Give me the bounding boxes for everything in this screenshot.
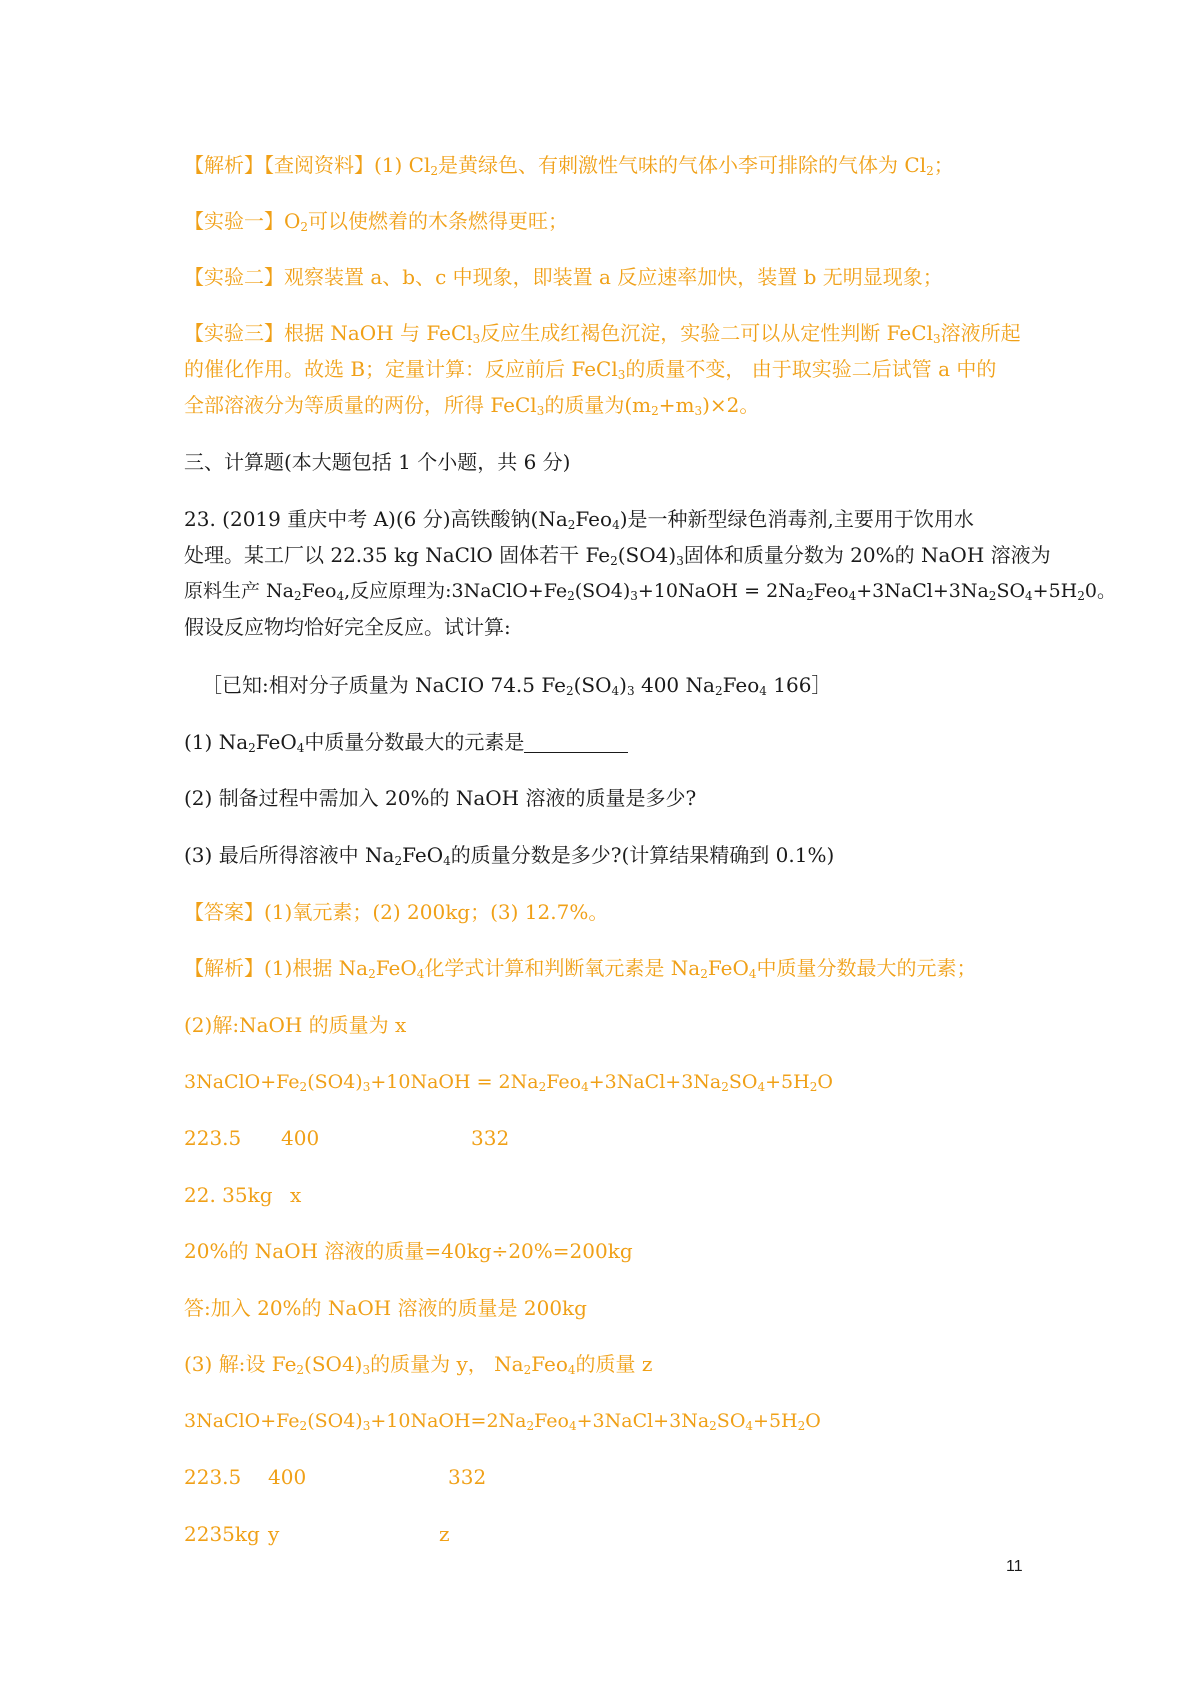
question-23-line-2: 处理。某工厂以 22.35 kg NaClO 固体若干 $Fe_2(SO4)_3$固体和质量分数为 20%的 NaOH 溶液为 <box>184 543 1051 568</box>
answer-line: 【答案】(1)氧元素；(2) 200kg；(3) 12.7%。 <box>184 900 609 924</box>
calculation-line: 20%的 NaOH 溶液的质量=40kg÷20%=200kg <box>184 1239 633 1263</box>
experiment-3-line-2: 的催化作用。故选 B；定量计算：反应前后 FeCl$_3$的质量不变， 由于取实验二后试管 a 中的 <box>184 357 997 382</box>
sub-question-3: (3) 最后所得溶液中 $Na_2FeO_4$的质量分数是多少?(计算结果精确到 0.1%) <box>184 843 835 868</box>
analysis-2-line-1: 【解析】(1)根据 $Na_2FeO_4$化学式计算和判断氧元素是 $Na_2FeO_4$中质量分数最大的元素； <box>184 956 977 981</box>
page-number: 11 <box>1006 1558 1023 1575</box>
section-3-title: 三、计算题(本大题包括 1 个小题，共 6 分) <box>184 450 571 474</box>
question-23-line-1: 23. (2019 重庆中考 A)(6 分)高铁酸钠$(Na_2Feo_4)$是一种新型绿色消毒剂,主要用于饮用水 <box>184 507 974 532</box>
question-23-line-4: 假设反应物均恰好完全反应。试计算: <box>184 615 511 639</box>
answer-statement: 答:加入 20%的 NaOH 溶液的质量是 200kg <box>184 1296 587 1320</box>
question-23-line-3: 原料生产 $Na_2Feo_4$,反应原理为$:3NaClO+Fe_2(SO4)_3+10NaOH$ = $2Na_2Feo_4+3NaCl+3Na_2SO_4+5H_20$。 <box>184 580 1116 603</box>
experiment-2-line: 【实验二】观察装置 a、b、c 中现象，即装置 a 反应速率加快，装置 b 无明显现象； <box>184 265 943 289</box>
sub-question-2: (2) 制备过程中需加入 20%的 NaOH 溶液的质量是多少? <box>184 786 697 810</box>
experiment-3-line-1: 【实验三】根据 NaOH 与 FeCl$_3$反应生成红褐色沉淀，实验二可以从定性判断 FeCl$_3$溶液所起 <box>184 321 1021 346</box>
experiment-1-line: 【实验一】$O_2$可以使燃着的木条燃得更旺； <box>184 209 569 234</box>
part-3-setup: (3) 解:设 $Fe_2(SO4)_3$的质量为 y， $Na_2Feo_4$的质量 z <box>184 1352 653 1377</box>
answer-blank <box>524 732 628 753</box>
known-values-line: ［已知:相对分子质量为 NaCIO 74.5 $Fe_2(SO_4)_3$ 400 $Na_2Feo_4$ 166］ <box>202 673 832 698</box>
experiment-3-line-3: 全部溶液分为等质量的两份，所得 FeCl$_3$的质量为$(m_2+m_3)\times 2$。 <box>184 393 760 418</box>
sub-question-1: (1) $Na_2FeO_4$中质量分数最大的元素是 <box>184 727 1034 763</box>
analysis-2-solve-line: (2)解:NaOH 的质量为 x <box>184 1013 407 1037</box>
equation-1: $3NaClO+Fe_2(SO4)_3+10NaOH$ = $2Na_2Feo_4+3NaCl+3Na_2SO_4+5H_2O$ <box>184 1071 833 1094</box>
equation-2: $3NaClO+Fe_2(SO4)_3+10NaOH=2Na_2Feo_4+3NaCl+3Na_2SO_4+5H_2O$ <box>184 1410 821 1433</box>
document-page: 【解析】【查阅资料】(1) $Cl_2$是黄绿色、有刺激性气味的气体小李可排除的气体为 $Cl_2$； 【实验一】$O_2$可以使燃着的木条燃得更旺； 【实验二】观察装置 a、b、c 中现象，即装置 a 反应速率加快，装置 b 无明显现象； 【实验三】根据 NaOH 与 FeCl$_3$反应生成红褐色沉淀，实验二可以从定性判断 FeCl$_3$溶液所起 的催化作用。故选 B；定量计算：反应前后 FeCl$_3$的质量不变， 由于取实验二后试管 a 中的 全部溶液分为等质量的两份，所得 FeCl$_3$的质量为$(m_2+m_3)\times 2$。 三、计算题(本大题包括 1 个小题，共 6 分) 23. (2019 重庆中考 A)(6 分)高铁酸钠$(Na_2Feo_4)$是一种新型绿色消毒剂,主要用于饮用水 处理。某工厂以 22.35 kg NaClO 固体若干 $Fe_2(SO4)_3$固体和质量分数为 20%的 NaOH 溶液为 原料生产 $Na_2Feo_4$,反应原理为$:3NaClO+Fe_2(SO4)_3+10NaOH$ = $2Na_2Feo_4+3NaCl+3Na_2SO_4+5H_20$。 假设反应物均恰好完全反应。试计算: ［已知:相对分子质量为 NaCIO 74.5 $Fe_2(SO_4)_3$ 400 $Na_2Feo_4$ 166］ (1) $Na_2FeO_4$中质量分数最大的元素是 (2) 制备过程中需加入 20%的 NaOH 溶液的质量是多少? (3) 最后所得溶液中 $Na_2FeO_4$的质量分数是多少?(计算结果精确到 0.1%) 【答案】(1)氧元素；(2) 200kg；(3) 12.7%。 【解析】(1)根据 $Na_2FeO_4$化学式计算和判断氧元素是 $Na_2FeO_4$中质量分数最大的元素； (2)解:NaOH 的质量为 x $3NaClO+Fe_2(SO4)_3+10NaOH$ = $2Na_2Feo_4+3NaCl+3Na_2SO_4+5H_2O$ 223.5 400 332 22. 35kg x 20%的 NaOH 溶液的质量=40kg÷20%=200kg 答:加入 20%的 NaOH 溶液的质量是 200kg (3) 解:设 $Fe_2(SO4)_3$的质量为 y， $Na_2Feo_4$的质量 z $3NaClO+Fe_2(SO4)_3+10NaOH=2Na_2Feo_4+3NaCl+3Na_2SO_4+5H_2O$ 223.5 400 332 2235kg y z 11 <box>0 0 1200 1698</box>
analysis-line-1: 【解析】【查阅资料】(1) $Cl_2$是黄绿色、有刺激性气味的气体小李可排除的气体为 $Cl_2$； <box>184 153 954 178</box>
